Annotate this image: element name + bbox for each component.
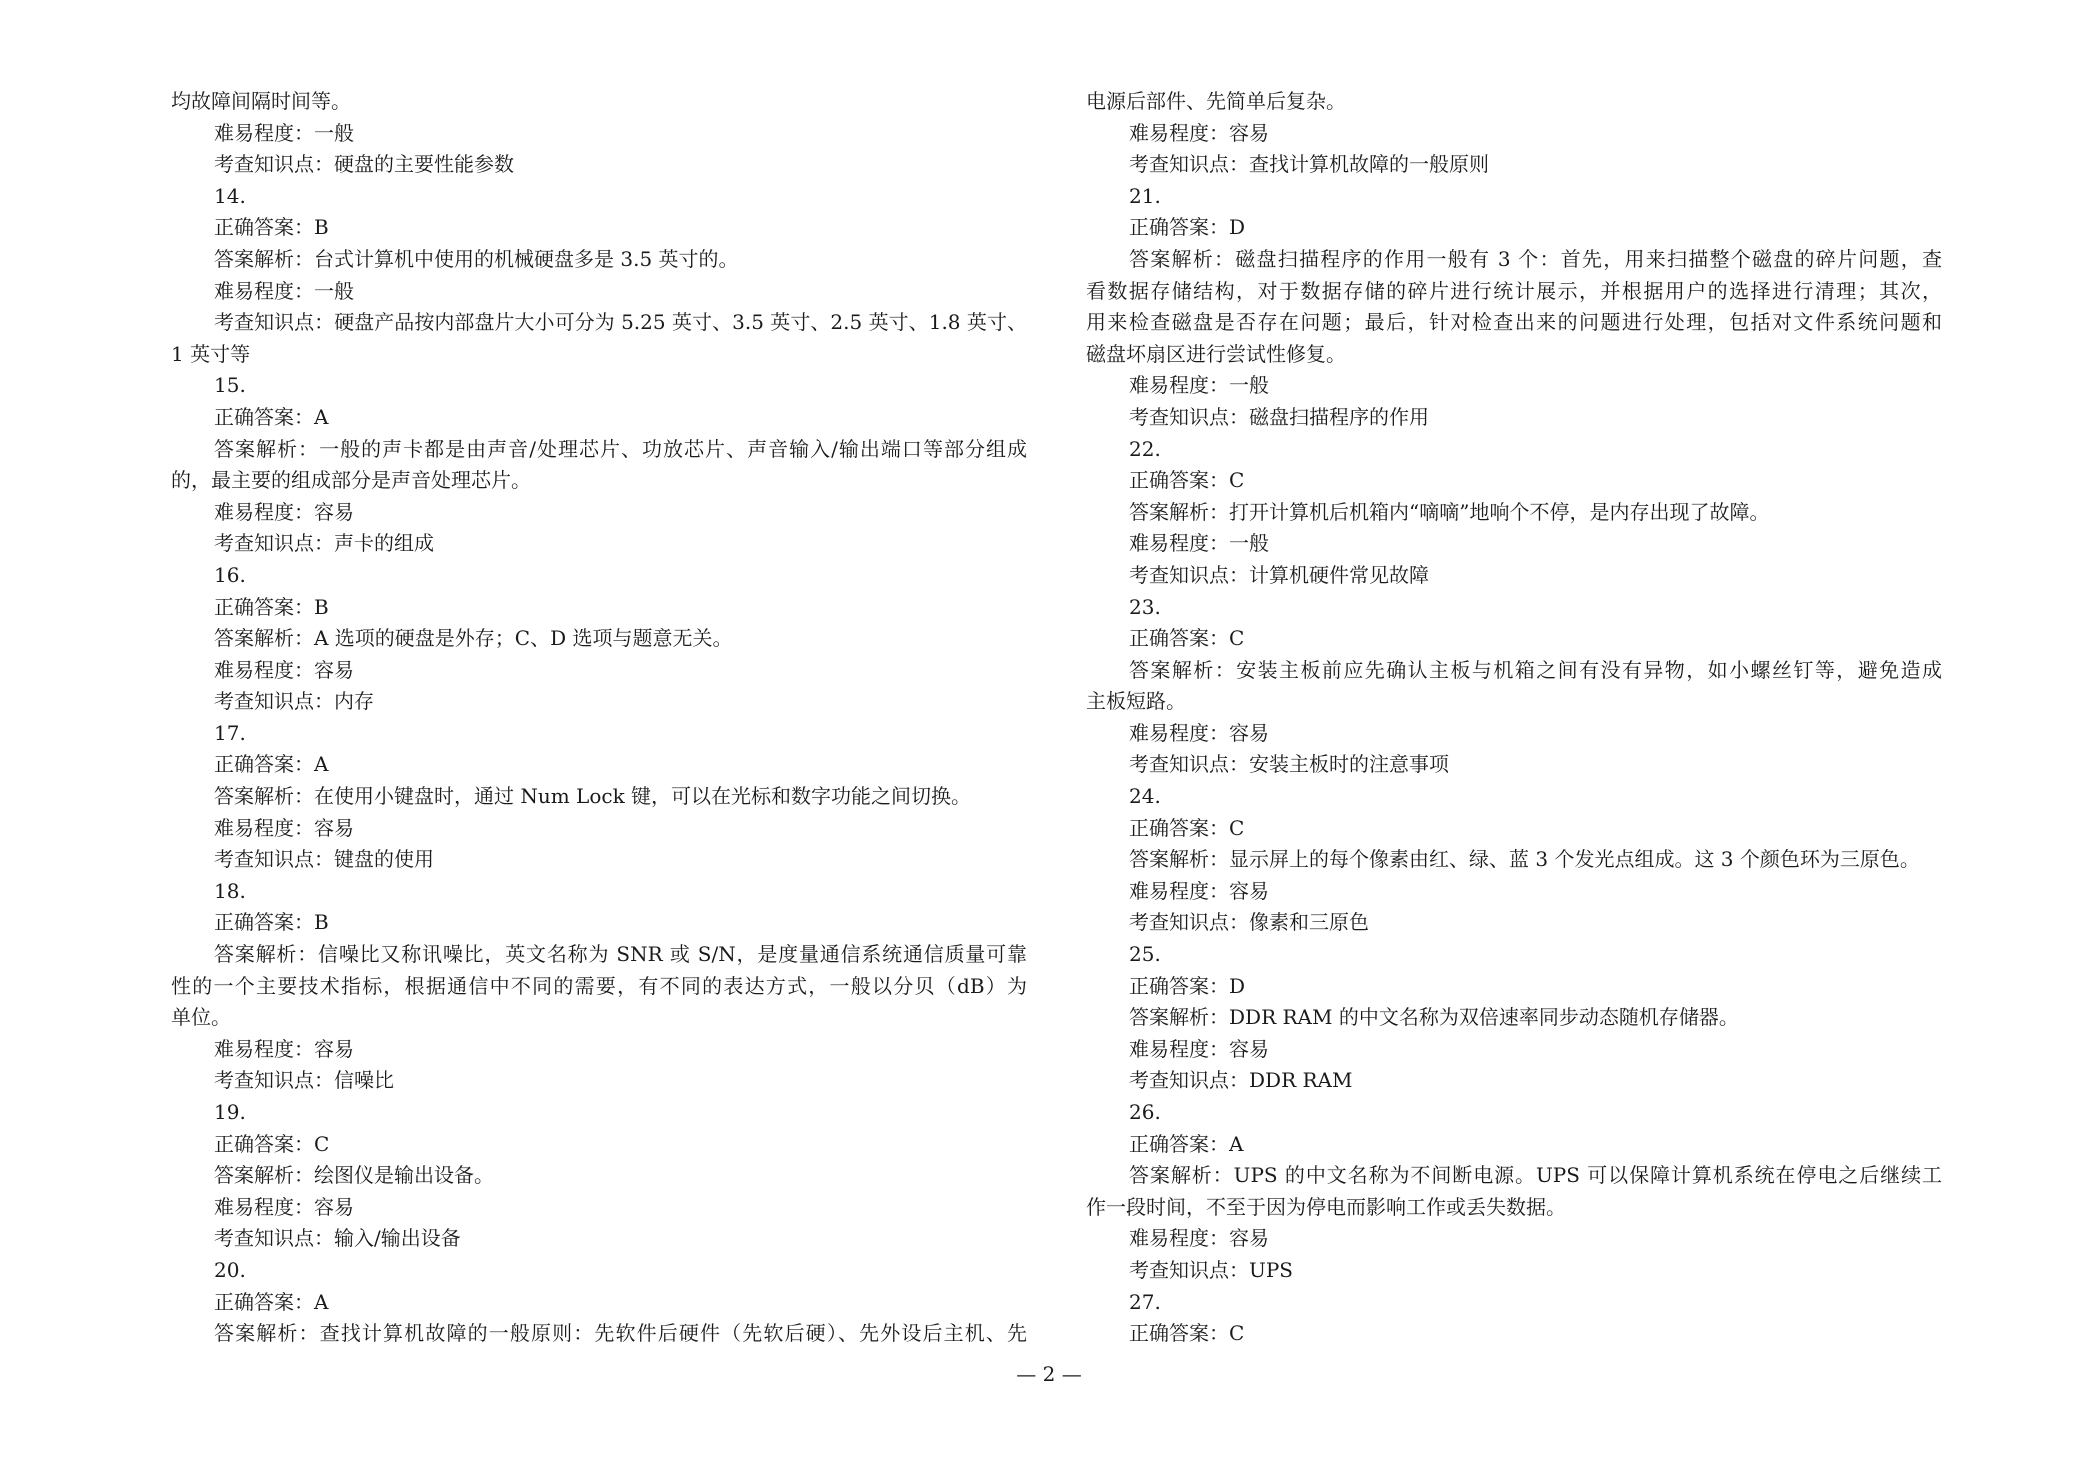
text-line: 26. xyxy=(1129,1100,1161,1124)
text-line: 21. xyxy=(1129,183,1161,208)
text-line: 正确答案：B xyxy=(214,910,329,935)
text-line: 23. xyxy=(1129,594,1161,619)
text-line: 难易程度：一般 xyxy=(214,120,354,145)
text-line: 难易程度：容易 xyxy=(214,499,354,524)
text-line: 正确答案：C xyxy=(214,1131,330,1156)
text-line: 答案解析：打开计算机后机箱内“嘀嘀”地响个不停，是内存出现了故障。 xyxy=(1129,499,1770,524)
text-line: 1 英寸等 xyxy=(171,341,251,366)
text-line: 25. xyxy=(1129,942,1161,967)
text-line: 答案解析：A 选项的硬盘是外存；C、D 选项与题意无关。 xyxy=(214,626,733,651)
page-number: — 2 — xyxy=(1016,1362,1082,1386)
text-line: 难易程度：一般 xyxy=(214,278,354,303)
text-line: 15. xyxy=(214,373,246,398)
text-line: 磁盘坏扇区进行尝试性修复。 xyxy=(1086,341,1346,366)
text-line: 难易程度：一般 xyxy=(1129,531,1269,556)
text-line: 难易程度：容易 xyxy=(1129,1036,1269,1061)
text-line: 20. xyxy=(214,1257,246,1282)
text-line: 正确答案：D xyxy=(1129,973,1246,998)
text-line: 难易程度：容易 xyxy=(214,815,354,840)
text-line: 正确答案：A xyxy=(214,1289,329,1314)
text-line: 答案解析：信噪比又称讯噪比，英文名称为 SNR 或 S/N，是度量通信系统通信质量可靠 xyxy=(214,942,1027,967)
text-line: 难易程度：容易 xyxy=(1129,720,1269,745)
text-line: 考查知识点：DDR RAM xyxy=(1129,1068,1353,1093)
text-line: 考查知识点：计算机硬件常见故障 xyxy=(1129,562,1429,587)
text-line: 考查知识点：安装主板时的注意事项 xyxy=(1129,752,1449,777)
text-line: 答案解析：显示屏上的每个像素由红、绿、蓝 3 个发光点组成。这 3 个颜色环为三原色。 xyxy=(1129,847,1920,872)
text-line: 考查知识点：像素和三原色 xyxy=(1129,910,1369,935)
text-line: 答案解析：台式计算机中使用的机械硬盘多是 3.5 英寸的。 xyxy=(214,246,739,271)
text-line: 考查知识点：键盘的使用 xyxy=(214,847,434,872)
text-line: 看数据存储结构，对于数据存储的碎片进行统计展示，并根据用户的选择进行清理；其次， xyxy=(1086,278,1942,303)
text-line: 正确答案：C xyxy=(1129,815,1245,840)
text-line: 考查知识点：硬盘的主要性能参数 xyxy=(214,152,514,177)
text-line: 主板短路。 xyxy=(1086,689,1186,714)
text-line: 用来检查磁盘是否存在问题；最后，针对检查出来的问题进行处理，包括对文件系统问题和 xyxy=(1086,310,1942,335)
text-line: 电源后部件、先简单后复杂。 xyxy=(1086,89,1346,113)
text-line: 难易程度：容易 xyxy=(1129,878,1269,903)
text-line: 答案解析：查找计算机故障的一般原则：先软件后硬件（先软后硬）、先外设后主机、先 xyxy=(214,1321,1027,1346)
text-line: 18. xyxy=(214,878,246,903)
text-line: 难易程度：容易 xyxy=(214,1194,354,1219)
text-line: 答案解析：在使用小键盘时，通过 Num Lock 键，可以在光标和数字功能之间切换。 xyxy=(214,784,972,809)
text-line: 难易程度：一般 xyxy=(1129,373,1269,398)
text-line: 难易程度：容易 xyxy=(214,657,354,682)
text-line: 考查知识点：输入/输出设备 xyxy=(214,1226,461,1251)
text-line: 答案解析：DDR RAM 的中文名称为双倍速率同步动态随机存储器。 xyxy=(1129,1005,1739,1030)
text-line: 难易程度：容易 xyxy=(1129,120,1269,145)
text-line: 难易程度：容易 xyxy=(1129,1226,1269,1251)
text-line: 答案解析：一般的声卡都是由声音/处理芯片、功放芯片、声音输入/输出端口等部分组成 xyxy=(214,436,1027,461)
text-line: 考查知识点：信噪比 xyxy=(214,1068,394,1093)
text-line: 正确答案：B xyxy=(214,215,329,240)
text-line: 考查知识点：磁盘扫描程序的作用 xyxy=(1129,404,1429,429)
text-line: 考查知识点：查找计算机故障的一般原则 xyxy=(1129,152,1489,177)
text-line: 答案解析：UPS 的中文名称为不间断电源。UPS 可以保障计算机系统在停电之后继续工 xyxy=(1129,1163,1942,1188)
text-line: 考查知识点：硬盘产品按内部盘片大小可分为 5.25 英寸、3.5 英寸、2.5 英寸、1.8 英寸、 xyxy=(214,310,1027,335)
text-line: 作一段时间，不至于因为停电而影响工作或丢失数据。 xyxy=(1086,1194,1566,1219)
text-line: 性的一个主要技术指标，根据通信中不同的需要，有不同的表达方式，一般以分贝（dB）为 xyxy=(171,973,1027,998)
left-column xyxy=(171,86,1027,1350)
text-line: 考查知识点：UPS xyxy=(1129,1257,1294,1282)
text-line: 16. xyxy=(214,562,246,587)
text-line: 正确答案：A xyxy=(1129,1131,1244,1156)
text-line: 答案解析：绘图仪是输出设备。 xyxy=(214,1163,494,1188)
text-line: 正确答案：B xyxy=(214,594,329,619)
text-line: 考查知识点：声卡的组成 xyxy=(214,531,434,556)
text-line: 27. xyxy=(1129,1289,1161,1314)
text-line: 14. xyxy=(214,183,246,208)
text-line: 19. xyxy=(214,1100,246,1124)
text-line: 正确答案：C xyxy=(1129,626,1245,651)
text-line: 正确答案：D xyxy=(1129,215,1246,240)
right-column xyxy=(1086,86,1942,1350)
text-line: 17. xyxy=(214,720,246,745)
text-line: 的，最主要的组成部分是声音处理芯片。 xyxy=(171,468,531,493)
text-line: 正确答案：C xyxy=(1129,468,1245,493)
text-line: 难易程度：容易 xyxy=(214,1036,354,1061)
text-line: 正确答案：A xyxy=(214,752,329,777)
text-line: 答案解析：安装主板前应先确认主板与机箱之间有没有异物，如小螺丝钉等，避免造成 xyxy=(1129,657,1942,682)
text-line: 正确答案：C xyxy=(1129,1321,1245,1346)
text-line: 考查知识点：内存 xyxy=(214,689,374,714)
text-line: 答案解析：磁盘扫描程序的作用一般有 3 个：首先，用来扫描整个磁盘的碎片问题，查 xyxy=(1129,246,1942,271)
text-line: 24. xyxy=(1129,784,1161,809)
text-line: 单位。 xyxy=(171,1005,231,1030)
text-line: 正确答案：A xyxy=(214,404,329,429)
text-line: 22. xyxy=(1129,436,1161,461)
text-line: 均故障间隔时间等。 xyxy=(171,89,351,113)
